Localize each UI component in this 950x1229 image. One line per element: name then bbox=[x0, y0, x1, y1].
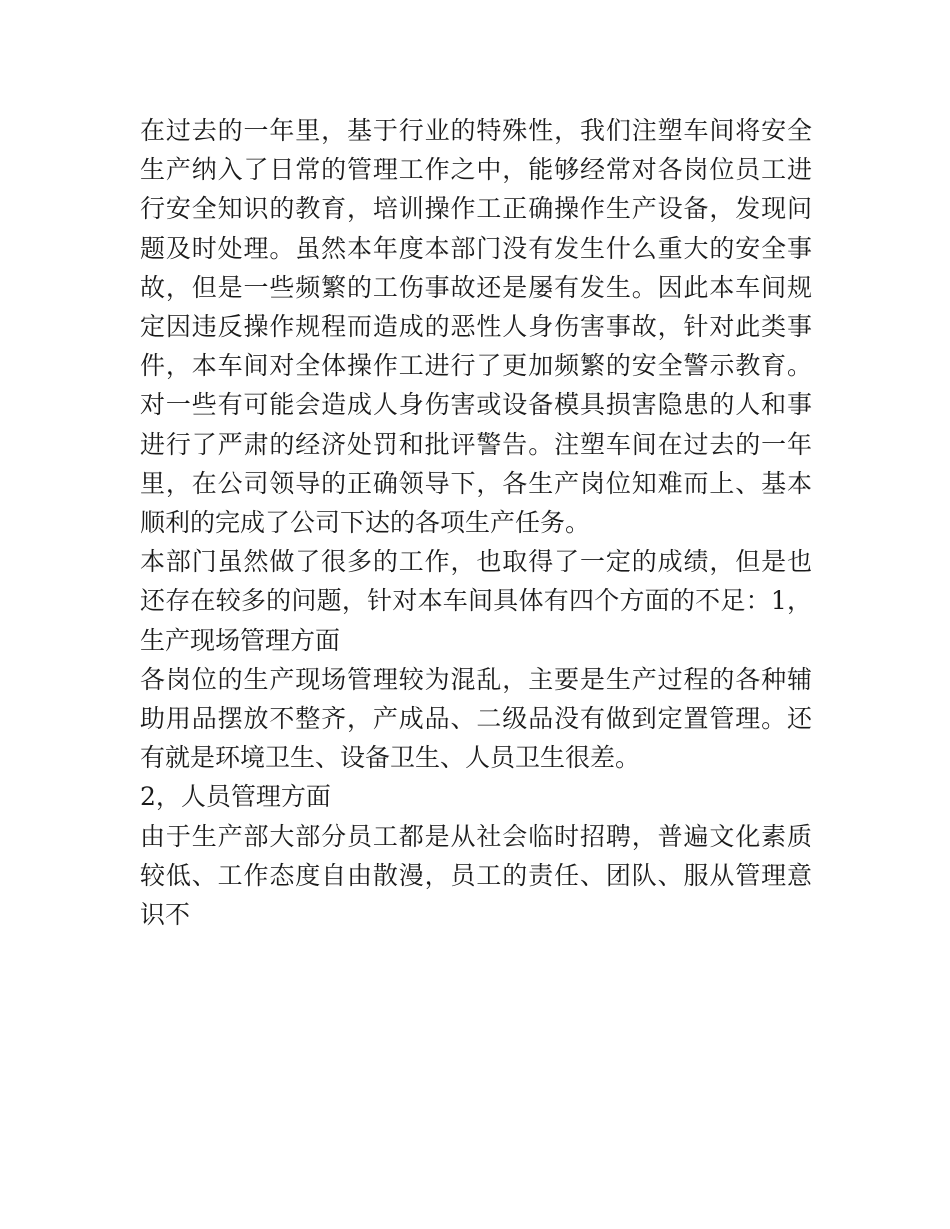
paragraph-shortcomings-intro: 本部门虽然做了很多的工作，也取得了一定的成绩，但是也还存在较多的问题，针对本车间具体有四个方面的不足：1，生产现场管理方面 bbox=[140, 547, 812, 655]
paragraph-site-management: 各岗位的生产现场管理较为混乱，主要是生产过程的各种辅助用品摆放不整齐，产成品、二级品没有做到定置管理。还有就是环境卫生、设备卫生、人员卫生很差。 bbox=[140, 664, 812, 773]
paragraph-personnel-management: 由于生产部大部分员工都是从社会临时招聘，普遍文化素质较低、工作态度自由散漫，员工的责任、团队、服从管理意识不 bbox=[140, 821, 812, 930]
document-body bbox=[140, 111, 812, 934]
heading-personnel-management: 2，人员管理方面 bbox=[140, 782, 331, 812]
paragraph-safety-production: 在过去的一年里，基于行业的特殊性，我们注塑车间将安全生产纳入了日常的管理工作之中，能够经常对各岗位员工进行安全知识的教育，培训操作工正确操作生产设备，发现问题及时处理。虽然本年度本部门没有发生什么重大的安全事故，但是一些频繁的工伤事故还是屡有发生。因此本车间规定因违反操作规程而造成的恶性人身伤害事故，针对此类事件，本车间对全体操作工进行了更加频繁的安全警示教育。对一些有可能会造成人身伤害或设备模具损害隐患的人和事进行了严肃的经济处罚和批评警告。注塑车间在过去的一年里，在公司领导的正确领导下，各生产岗位知难而上、基本顺利的完成了公司下达的各项生产任务。 bbox=[140, 116, 812, 538]
